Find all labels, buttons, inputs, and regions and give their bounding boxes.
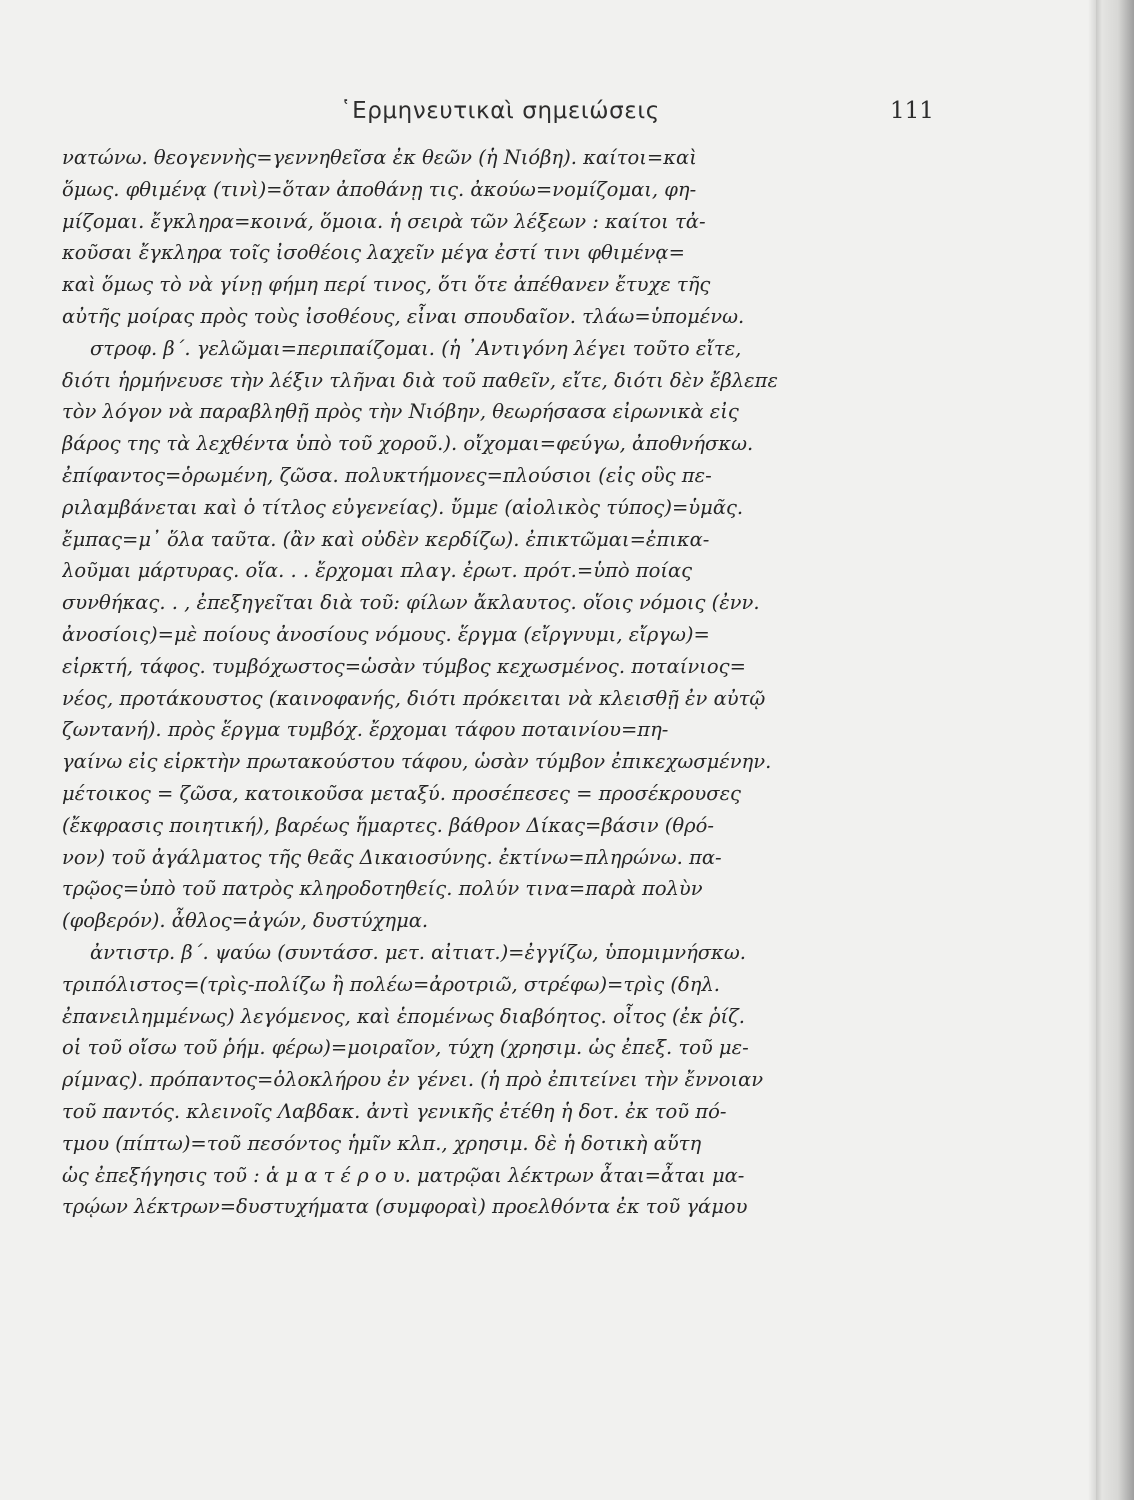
text-line: συνθήκας. . , ἐπεξηγεῖται διὰ τοῦ: φίλων ἄκλαυτος. οἵοις νόμοις (ἐνν. bbox=[62, 591, 760, 615]
text-line: λοῦμαι μάρτυρας. οἵα. . . ἔρχομαι πλαγ. ἐρωτ. πρότ.=ὑπὸ ποίας bbox=[62, 559, 693, 583]
text-line: τρῷος=ὑπὸ τοῦ πατρὸς κληροδοτηθείς. πολύν τινα=παρὰ πολὺν bbox=[62, 877, 703, 901]
text-line: ριλαμβάνεται καὶ ὁ τίτλος εὐγενείας). ὔμμε (αἰολικὸς τύπος)=ὑμᾶς. bbox=[62, 495, 744, 519]
text-line: ρίμνας). πρόπαντος=ὁλοκλήρου ἐν γένει. (ἡ πρὸ ἐπιτείνει τὴν ἔννοιαν bbox=[62, 1068, 764, 1092]
text-line: (φοβερόν). ἆθλος=ἀγών, δυστύχημα. bbox=[62, 909, 429, 933]
text-line: ἔμπας=μ᾿ ὅλα ταῦτα. (ἂν καὶ οὐδὲν κερδίζω). ἐπικτῶμαι=ἐπικα- bbox=[62, 527, 710, 551]
text-line: τοῦ παντός. κλεινοῖς Λαβδακ. ἀντὶ γενικῆς ἐτέθη ἡ δοτ. ἐκ τοῦ πό- bbox=[62, 1099, 727, 1123]
text-line: μέτοικος = ζῶσα, κατοικοῦσα μεταξύ. προσέπεσες = προσέκρουσες bbox=[62, 781, 741, 805]
text-line: νατώνω. θεογεννὴς=γεννηθεῖσα ἐκ θεῶν (ἡ Νιόβη). καίτοι=καὶ bbox=[62, 146, 697, 169]
text-line: οἱ τοῦ οἴσω τοῦ ῥήμ. φέρω)=μοιραῖον, τύχη (χρησιμ. ὡς ἐπεξ. τοῦ με- bbox=[62, 1036, 749, 1060]
page-edge-shadow bbox=[1088, 0, 1096, 1500]
text-line: τὸν λόγον νὰ παραβληθῇ πρὸς τὴν Νιόβην, θεωρήσασα εἰρωνικὰ εἰς bbox=[62, 400, 739, 424]
text-line: ἐπανειλημμένως) λεγόμενος, καὶ ἑπομένως διαβόητος. οἶτος (ἐκ ῥίζ. bbox=[62, 1004, 745, 1028]
body-text bbox=[62, 142, 954, 1223]
text-line: ἀνοσίοις)=μὲ ποίους ἀνοσίους νόμους. ἕργμα (εἴργνυμι, εἴργω)= bbox=[62, 622, 710, 646]
text-line: ὡς ἐπεξήγησις τοῦ : ἁ μ α τ έ ρ ο υ. ματρῷαι λέκτρων ἆται=ἆται μα- bbox=[62, 1163, 745, 1187]
text-line: διότι ἡρμήνευσε τὴν λέξιν τλῆναι διὰ τοῦ παθεῖν, εἴτε, διότι δὲν ἔβλεπε bbox=[62, 368, 778, 392]
text-line: στροφ. β΄. γελῶμαι=περιπαίζομαι. (ἡ ᾿Αντιγόνη λέγει τοῦτο εἴτε, bbox=[90, 336, 742, 360]
text-line: τμου (πίπτω)=τοῦ πεσόντος ἡμῖν κλπ., χρησιμ. δὲ ἡ δοτικὴ αὕτη bbox=[62, 1131, 702, 1155]
text-line: βάρος της τὰ λεχθέντα ὑπὸ τοῦ χοροῦ.). οἴχομαι=φεύγω, ἀποθνήσκω. bbox=[62, 432, 754, 456]
text-line: (ἔκφρασις ποιητική), βαρέως ἥμαρτες. βάθρον Δίκας=βάσιν (θρό- bbox=[62, 813, 714, 837]
scan-background-strip bbox=[1096, 0, 1134, 1500]
text-line: εἱρκτή, τάφος. τυμβόχωστος=ὡσὰν τύμβος κεχωσμένος. ποταίνιος= bbox=[62, 654, 746, 678]
text-line: μίζομαι. ἔγκληρα=κοινά, ὅμοια. ἡ σειρὰ τῶν λέξεων : καίτοι τἀ- bbox=[62, 209, 706, 233]
running-head: ῾Ερμηνευτικαὶ σημειώσεις bbox=[340, 98, 660, 124]
page-number: 111 bbox=[890, 98, 934, 124]
text-line: καὶ ὅμως τὸ νὰ γίνῃ φήμη περί τινος, ὅτι ὅτε ἀπέθανεν ἔτυχε τῆς bbox=[62, 273, 711, 297]
text-line: τριπόλιστος=(τρὶς-πολίζω ἢ πολέω=ἀροτριῶ, στρέφω)=τρὶς (δηλ. bbox=[62, 972, 721, 996]
text-line: νέος, προτάκουστος (καινοφανής, διότι πρόκειται νὰ κλεισθῇ ἐν αὐτῷ bbox=[62, 686, 766, 710]
text-line: ὅμως. φθιμένᾳ (τινὶ)=ὅταν ἀποθάνῃ τις. ἀκούω=νομίζομαι, φη- bbox=[62, 177, 697, 201]
text-line: αὐτῆς μοίρας πρὸς τοὺς ἰσοθέους, εἶναι σπουδαῖον. τλάω=ὑπομένω. bbox=[62, 304, 745, 328]
text-line: νον) τοῦ ἀγάλματος τῆς θεᾶς Δικαιοσύνης. ἐκτίνω=πληρώνω. πα- bbox=[62, 845, 722, 869]
text-line: τρῴων λέκτρων=δυστυχήματα (συμφοραὶ) προελθόντα ἐκ τοῦ γάμου bbox=[62, 1195, 748, 1219]
text-line: ἀντιστρ. β΄. ψαύω (συντάσσ. μετ. αἰτιατ.)=ἐγγίζω, ὑπομιμνήσκω. bbox=[90, 940, 746, 964]
text-line: κοῦσαι ἔγκληρα τοῖς ἰσοθέοις λαχεῖν μέγα ἐστί τινι φθιμένᾳ= bbox=[62, 241, 685, 265]
text-line: ζωντανή). πρὸς ἕργμα τυμβόχ. ἔρχομαι τάφου ποταινίου=πη- bbox=[62, 718, 669, 742]
text-line: γαίνω εἰς εἱρκτὴν πρωτακούστου τάφου, ὡσὰν τύμβον ἐπικεχωσμένην. bbox=[62, 750, 772, 774]
text-line: ἐπίφαντος=ὁρωμένη, ζῶσα. πολυκτήμονες=πλούσιοι (εἰς οὓς πε- bbox=[62, 463, 712, 487]
